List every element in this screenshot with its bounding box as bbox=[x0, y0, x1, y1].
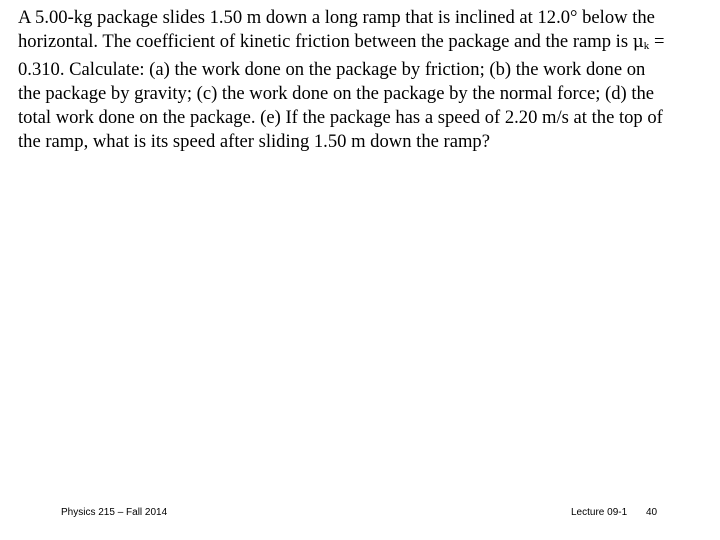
mu-symbol: μ bbox=[632, 32, 644, 52]
problem-text bbox=[18, 6, 718, 154]
footer-lecture: Lecture 09-1 bbox=[571, 507, 628, 518]
problem-line: the package by gravity; (c) the work done on the package by the normal force; (d) the bbox=[18, 83, 655, 104]
problem-line: total work done on the package. (e) If the package has a speed of 2.20 m/s at the top of bbox=[18, 107, 663, 128]
problem-line: 0.310. Calculate: (a) the work done on the package by friction; (b) the work done on bbox=[18, 59, 646, 80]
problem-line: A 5.00-kg package slides 1.50 m down a long ramp that is inclined at 12.0° below the bbox=[18, 7, 655, 28]
problem-line-text: = bbox=[649, 31, 665, 52]
mu-subscript: k bbox=[643, 40, 650, 52]
footer-page-number: 40 bbox=[646, 507, 658, 518]
problem-line-text: horizontal. The coefficient of kinetic friction between the package and the ramp is bbox=[18, 31, 633, 52]
footer-course: Physics 215 – Fall 2014 bbox=[61, 507, 168, 518]
problem-line: the ramp, what is its speed after sliding 1.50 m down the ramp? bbox=[18, 131, 490, 152]
problem-line bbox=[18, 30, 718, 58]
